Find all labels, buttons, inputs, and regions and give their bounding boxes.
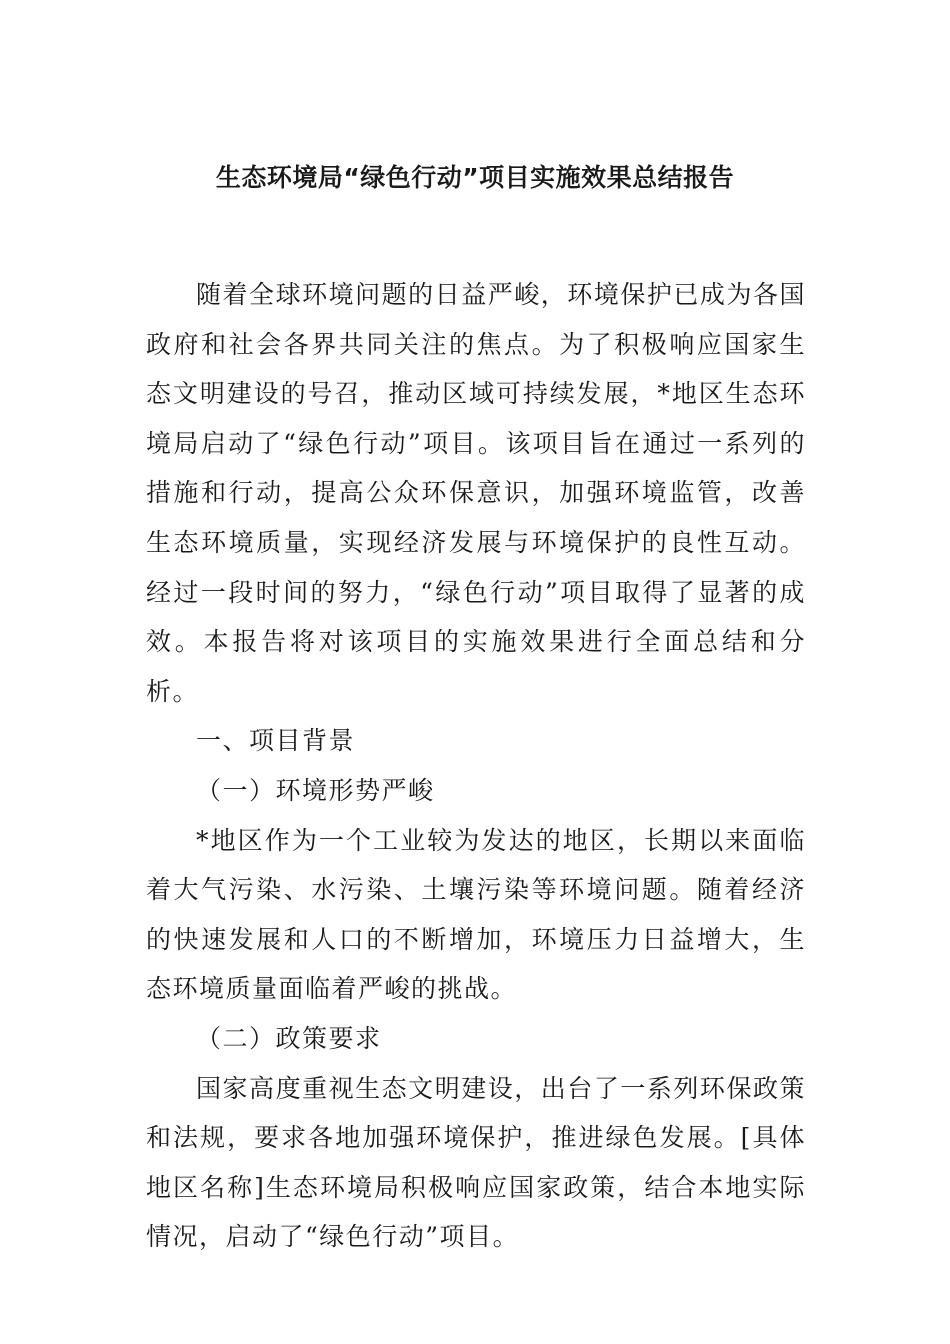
intro-paragraph: 随着全球环境问题的日益严峻，环境保护已成为各国政府和社会各界共同关注的焦点。为了积极响应国家生态文明建设的号召，推动区域可持续发展，*地区生态环境局启动了“绿色行动”项目。该项目旨在通过一系列的措施和行动，提高公众环保意识，加强环境监管，改善生态环境质量，实现经济发展与环境保护的良性互动。经过一段时间的努力，“绿色行动”项目取得了显著的成效。本报告将对该项目的实施效果进行全面总结和分析。 — [146, 280, 806, 706]
section-heading-background: 一、项目背景 — [196, 726, 356, 756]
subsection-heading-environment: （一）环境形势严峻 — [196, 775, 435, 805]
document-title: 生态环境局“绿色行动”项目实施效果总结报告 — [215, 163, 735, 192]
environment-paragraph: *地区作为一个工业较为发达的地区，长期以来面临着大气污染、水污染、土壤污染等环境问题。随着经济的快速发展和人口的不断增加，环境压力日益增大，生态环境质量面临着严峻的挑战。 — [146, 825, 806, 1004]
document-body — [146, 270, 806, 1262]
policy-paragraph: 国家高度重视生态文明建设，出台了一系列环保政策和法规，要求各地加强环境保护，推进绿色发展。[具体地区名称]生态环境局积极响应国家政策，结合本地实际情况，启动了“绿色行动”项目。 — [146, 1073, 806, 1252]
subsection-heading-policy: （二）政策要求 — [196, 1023, 382, 1053]
